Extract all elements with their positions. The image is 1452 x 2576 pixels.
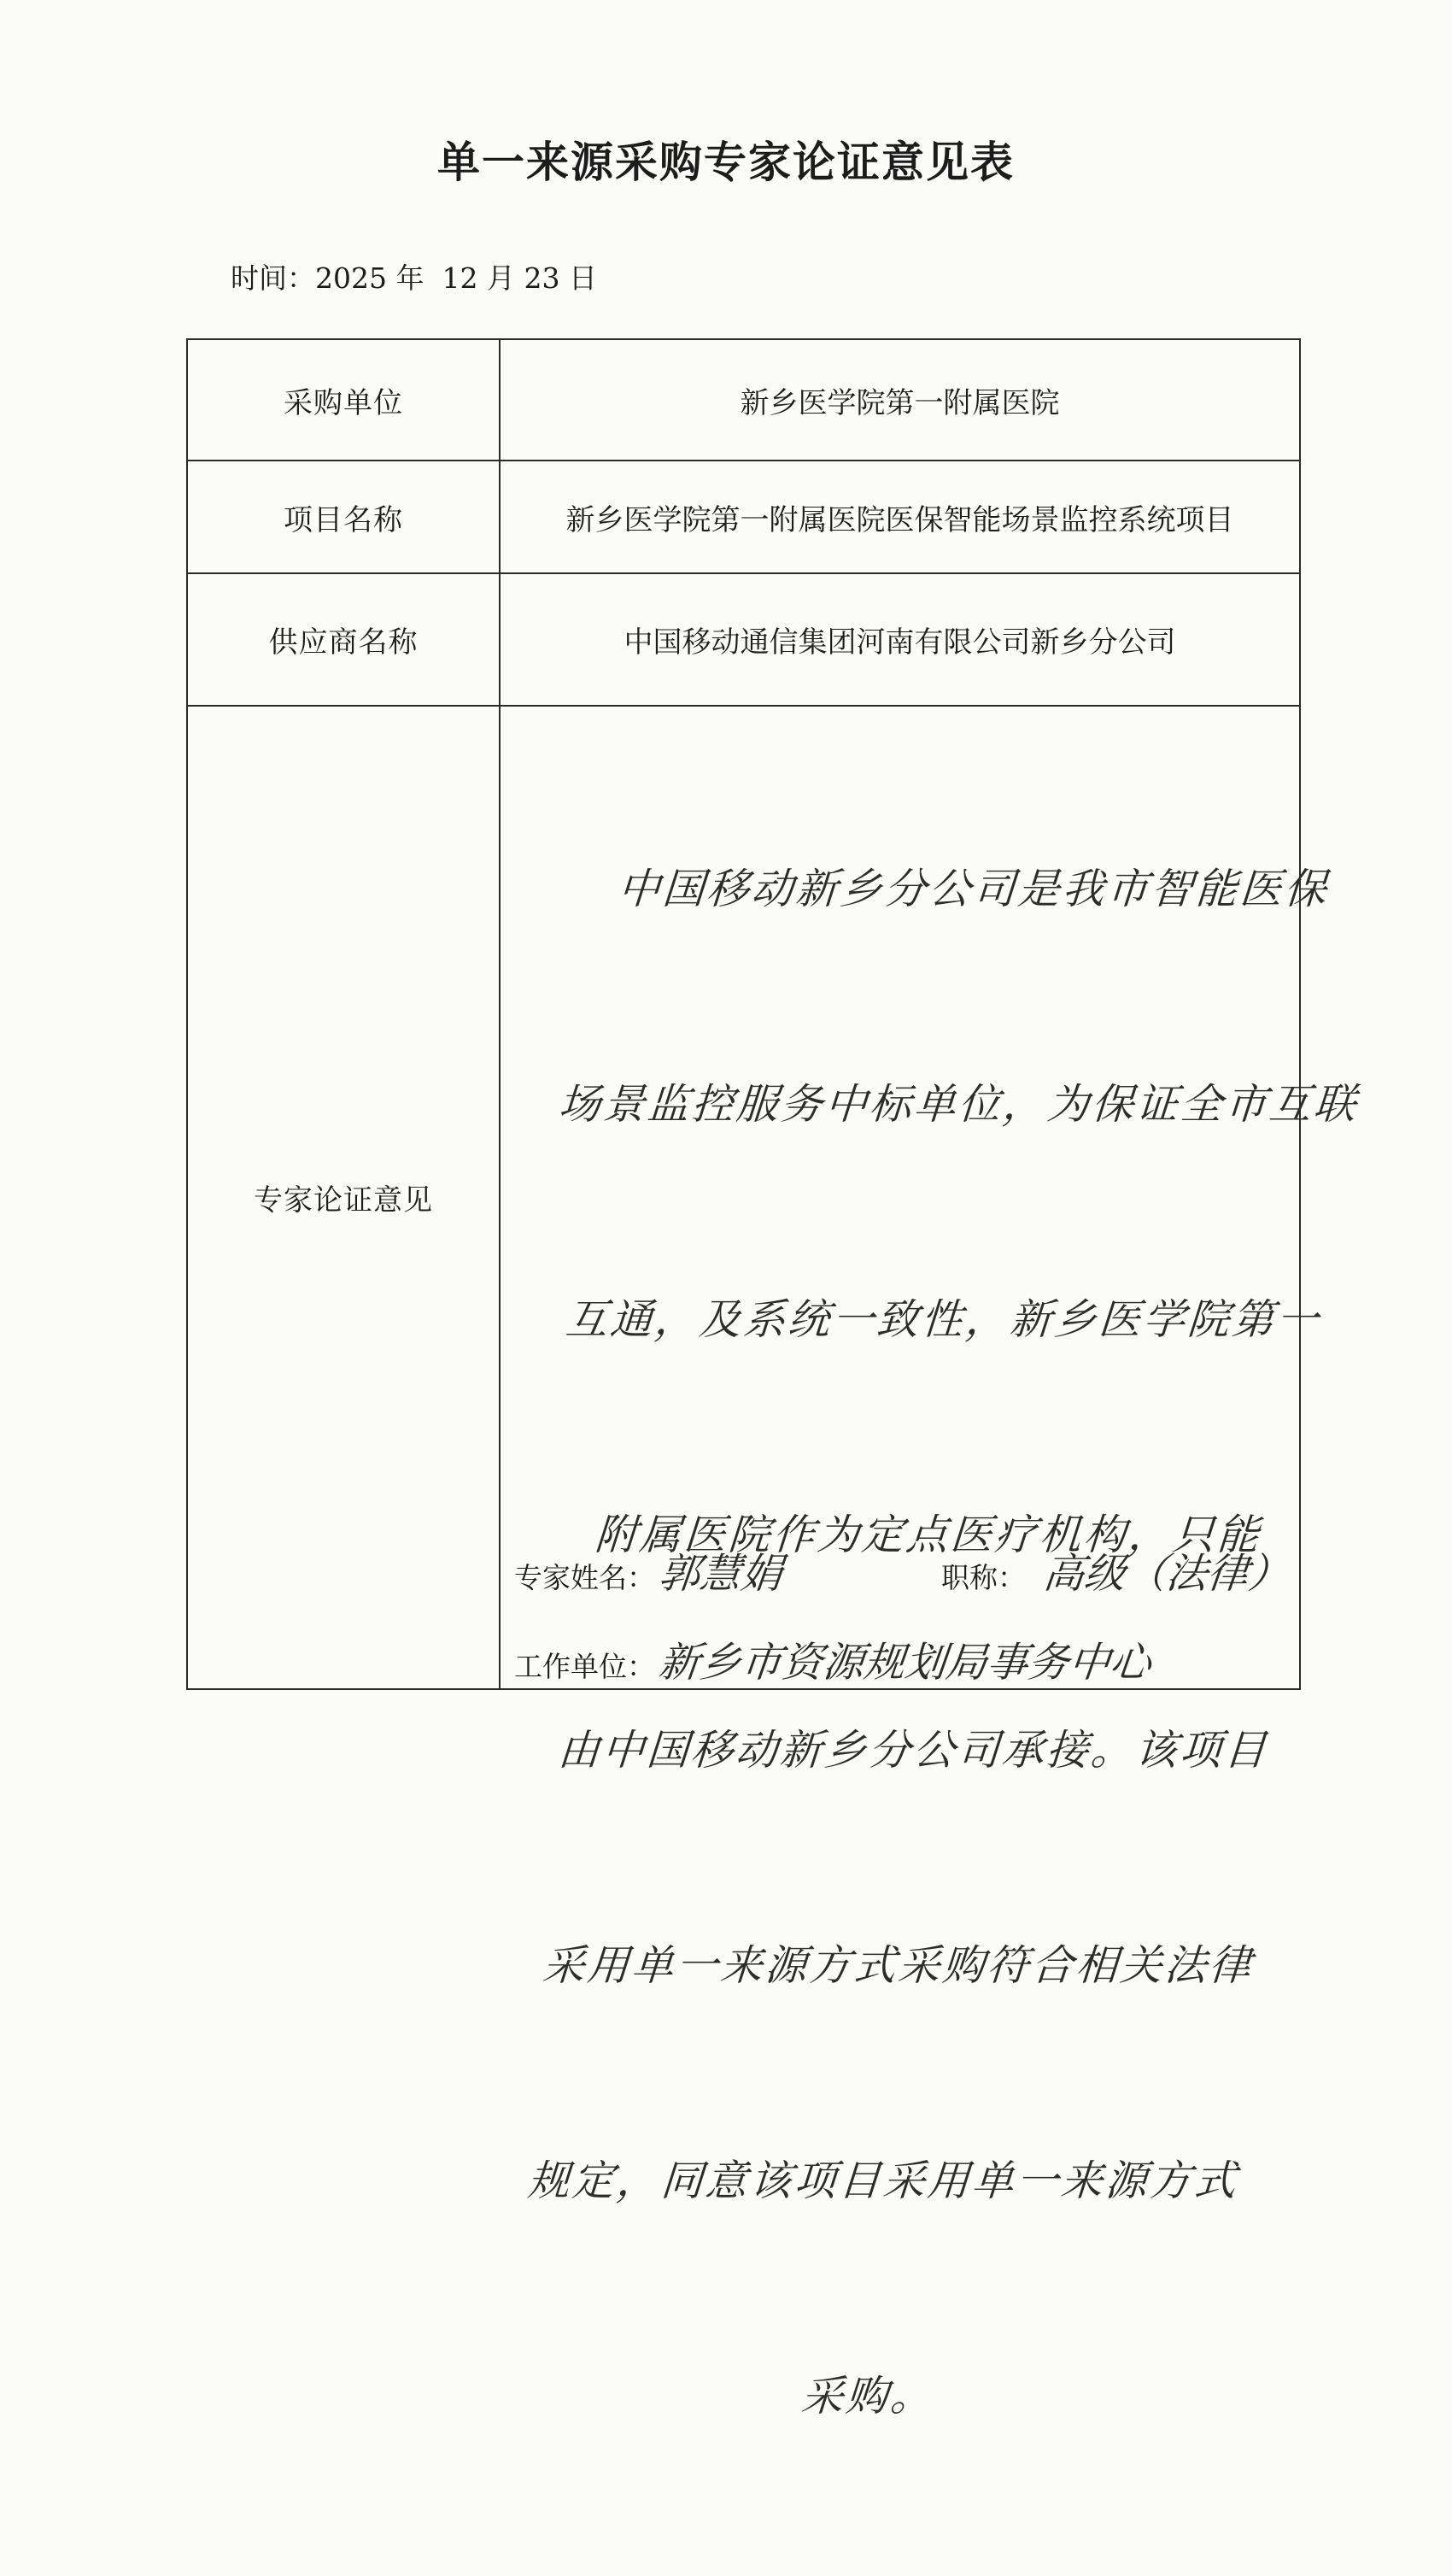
expert-name-signature: 郭慧娟 xyxy=(656,1550,785,1598)
opinion-line: 由中国移动新乡分公司承接。该项目 xyxy=(556,1726,1271,1775)
supplier-label: 供应商名称 xyxy=(187,573,500,706)
project-row xyxy=(187,461,1300,573)
opinion-cell xyxy=(500,706,1361,2421)
workplace-handwritten: 新乡市资源规划局事务中心 xyxy=(656,1639,1154,1687)
expert-title-handwritten: 高级（法律） xyxy=(1040,1550,1292,1598)
opinion-line: 采用单一来源方式采购符合相关法律 xyxy=(541,1941,1256,1990)
date-day-unit: 日 xyxy=(568,261,597,295)
purchaser-label: 采购单位 xyxy=(187,339,500,461)
purchaser-row xyxy=(187,339,1300,461)
opinion-row xyxy=(187,706,1300,1689)
opinion-line: 互通，及系统一致性，新乡医学院第一 xyxy=(564,1295,1323,1344)
date-prefix: 时间： xyxy=(231,261,315,295)
workplace-row xyxy=(514,1629,1334,1689)
opinion-line: 规定，同意该项目采用单一来源方式 xyxy=(525,2156,1240,2205)
supplier-row xyxy=(187,573,1300,706)
expert-name-label: 专家姓名： xyxy=(514,1561,655,1594)
opinion-line: 中国移动新乡分公司是我市智能医保 xyxy=(616,865,1331,913)
opinion-line: 场景监控服务中标单位，为保证全市互联 xyxy=(557,1080,1361,1129)
workplace-label: 工作单位： xyxy=(514,1650,655,1683)
date-month-unit: 月 xyxy=(486,261,515,295)
opinion-label: 专家论证意见 xyxy=(187,706,500,1689)
supplier-value: 中国移动通信集团河南有限公司新乡分公司 xyxy=(500,573,1300,706)
date-year-unit: 年 xyxy=(395,261,424,295)
expert-signature-row xyxy=(514,1540,1334,1600)
page-title: 单一来源采购专家论证意见表 xyxy=(437,137,1015,187)
opinion-form-table xyxy=(186,338,1361,2421)
opinion-line: 采购。 xyxy=(799,2372,937,2421)
project-label: 项目名称 xyxy=(187,461,500,573)
expert-title-label: 职称： xyxy=(941,1561,1026,1594)
date-day: 23 xyxy=(524,261,560,295)
date-line xyxy=(231,256,597,296)
opinion-line: 附属医院作为定点医疗机构，只能 xyxy=(593,1511,1263,1559)
purchaser-value: 新乡医学院第一附属医院 xyxy=(500,339,1300,461)
date-month: 12 xyxy=(442,261,478,295)
date-year: 2025 xyxy=(315,261,387,295)
project-value: 新乡医学院第一附属医院医保智能场景监控系统项目 xyxy=(500,461,1300,573)
